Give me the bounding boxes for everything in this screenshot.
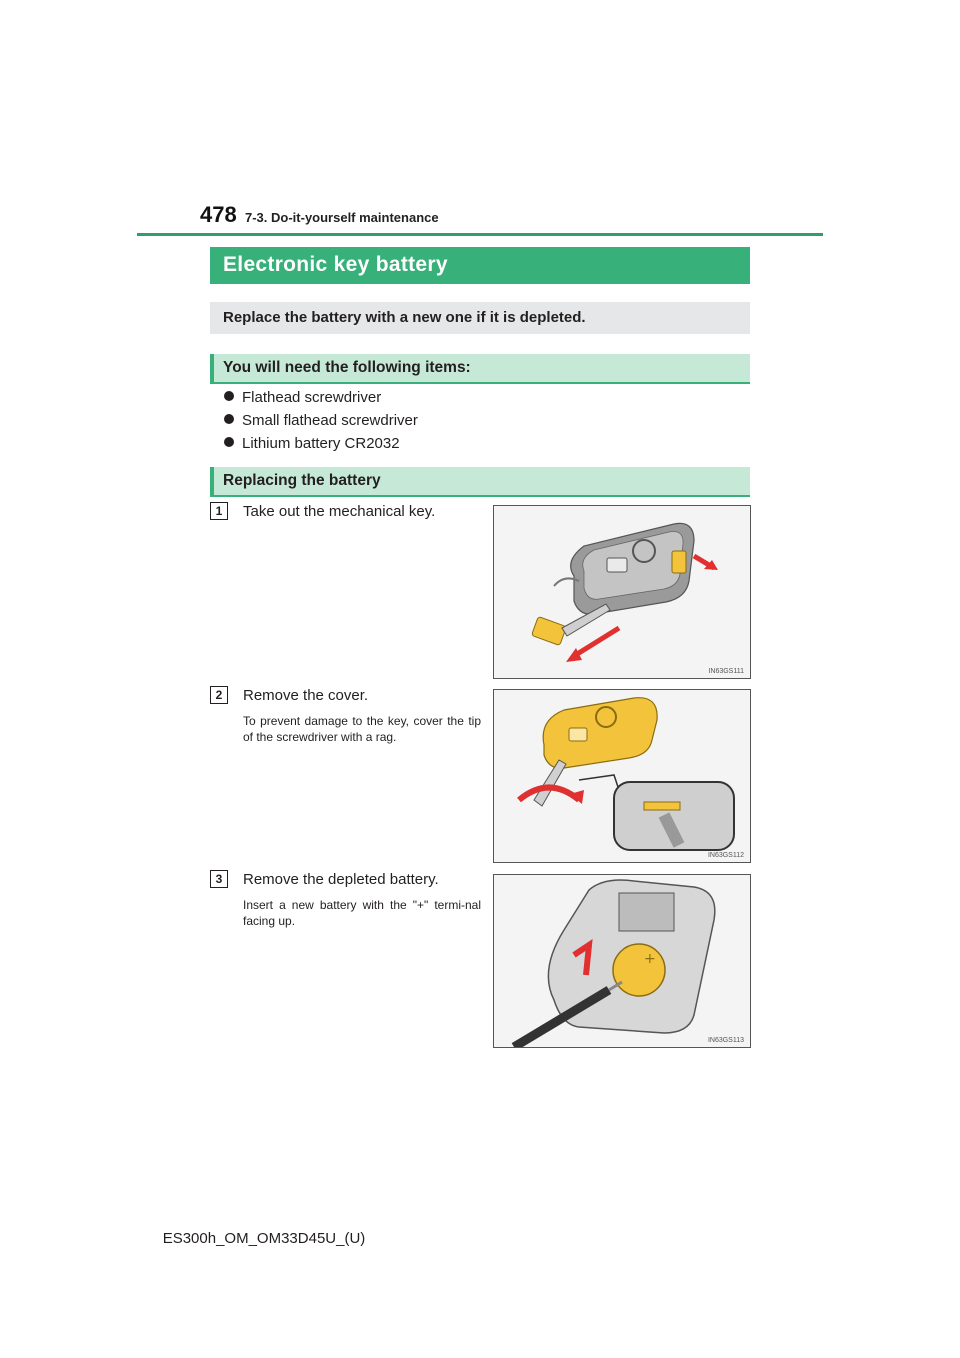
items-heading-bar [210,354,750,384]
page-number: 478 [200,202,237,227]
figure-code: IN63GS113 [707,1037,744,1044]
intro-text: Replace the battery with a new one if it is depleted. [223,309,586,326]
figure-code: IN63GS112 [707,852,744,859]
intro-bar [210,302,750,334]
section-title: 7-3. Do-it-yourself maintenance [245,210,439,225]
step-number-3: 3 [210,870,228,888]
step-2-note: To prevent damage to the key, cover the tip of the screwdriver with a rag. [243,714,481,744]
step-3-note: Insert a new battery with the "+" termi-nal facing up. [243,898,481,928]
step-3-text: Remove the depleted battery. [243,871,439,888]
replacing-heading-bar [210,467,750,497]
bullet-icon [224,414,234,424]
figure-remove-battery [493,874,751,1048]
header-rule [137,233,823,236]
bullet-icon [224,391,234,401]
list-item: Flathead screwdriver [224,389,381,406]
figure-take-out-key [493,505,751,679]
step-number-1: 1 [210,502,228,520]
list-item: Small flathead screwdriver [224,412,418,429]
document-footer: ES300h_OM_OM33D45U_(U) [162,1230,366,1247]
bullet-icon [224,437,234,447]
step-2-text: Remove the cover. [243,687,369,704]
replacing-heading: Replacing the battery [223,472,381,489]
svg-text:+: + [644,951,656,967]
step-1-text: Take out the mechanical key. [243,503,436,520]
list-item: Lithium battery CR2032 [224,435,400,452]
figure-code: IN63GS111 [708,668,744,675]
items-heading: You will need the following items: [223,359,471,376]
figure-remove-cover [493,689,751,863]
page-title: Electronic key battery [223,253,448,276]
step-number-2: 2 [210,686,228,704]
page-title-bar [210,247,750,284]
